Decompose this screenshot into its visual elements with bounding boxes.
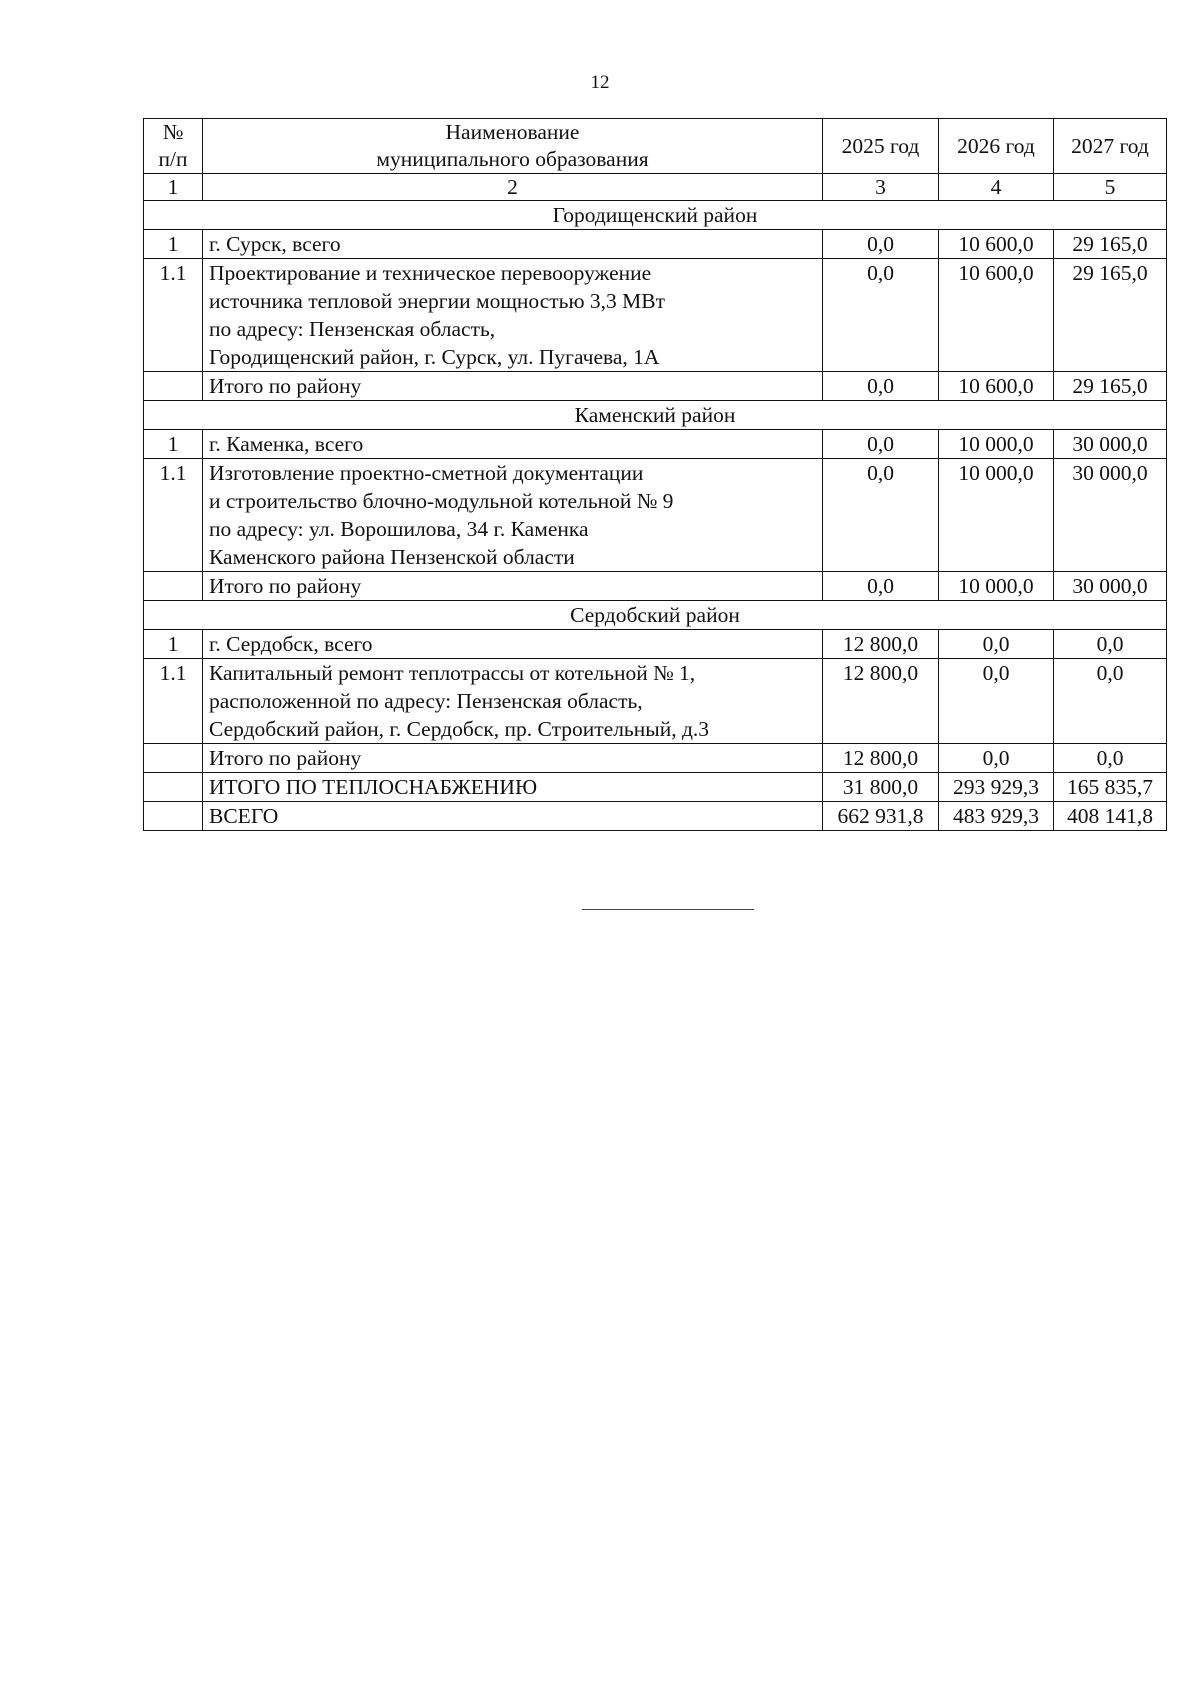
table-header-row (144, 119, 1167, 174)
header-num: № п/п (144, 119, 203, 174)
header-2027: 2027 год (1054, 119, 1167, 174)
row-number (144, 773, 203, 802)
value-2027: 0,0 (1054, 744, 1167, 773)
row-name: Итого по району (203, 572, 823, 601)
row-number: 1.1 (144, 459, 203, 572)
row-number (144, 744, 203, 773)
row-number (144, 572, 203, 601)
funding-table (143, 118, 1167, 831)
column-number: 5 (1054, 174, 1167, 201)
value-2025: 0,0 (823, 259, 939, 372)
row-name: г. Сурск, всего (203, 230, 823, 259)
table-row (144, 430, 1167, 459)
row-number: 1.1 (144, 259, 203, 372)
table-row (144, 259, 1167, 372)
value-2025: 0,0 (823, 459, 939, 572)
row-number: 1 (144, 430, 203, 459)
total-row (144, 773, 1167, 802)
value-2025: 12 800,0 (823, 744, 939, 773)
value-2025: 0,0 (823, 372, 939, 401)
row-name: Итого по району (203, 744, 823, 773)
row-name: Проектирование и техническое перевооружение источника тепловой энергии мощностью 3,3 МВт по адресу: Пензенская область, Городищенский район, г. Сурск, ул. Пугачева, 1А (203, 259, 823, 372)
row-name: ВСЕГО (203, 802, 823, 831)
column-number: 2 (203, 174, 823, 201)
value-2027: 29 165,0 (1054, 372, 1167, 401)
row-number: 1 (144, 230, 203, 259)
value-2026: 10 600,0 (939, 259, 1054, 372)
column-numbers-row (144, 174, 1167, 201)
value-2025: 12 800,0 (823, 630, 939, 659)
end-divider (582, 909, 754, 910)
row-number: 1.1 (144, 659, 203, 744)
value-2025: 0,0 (823, 230, 939, 259)
section-header-row (144, 401, 1167, 430)
row-number (144, 802, 203, 831)
value-2027: 29 165,0 (1054, 259, 1167, 372)
table-row (144, 230, 1167, 259)
row-name: Изготовление проектно-сметной документации и строительство блочно-модульной котельной № 9 по адресу: ул. Ворошилова, 34 г. Каменка Каменского района Пензенской области (203, 459, 823, 572)
value-2027: 0,0 (1054, 659, 1167, 744)
table-row (144, 744, 1167, 773)
header-2026: 2026 год (939, 119, 1054, 174)
section-header-row (144, 601, 1167, 630)
value-2025: 0,0 (823, 430, 939, 459)
value-2025: 0,0 (823, 572, 939, 601)
total-row (144, 802, 1167, 831)
row-number: 1 (144, 630, 203, 659)
value-2026: 0,0 (939, 744, 1054, 773)
value-2027: 30 000,0 (1054, 572, 1167, 601)
table-row (144, 459, 1167, 572)
value-2027: 30 000,0 (1054, 459, 1167, 572)
value-2026: 0,0 (939, 659, 1054, 744)
row-name: Капитальный ремонт теплотрассы от котельной № 1, расположенной по адресу: Пензенская область, Сердобский район, г. Сердобск, пр. Строительный, д.3 (203, 659, 823, 744)
value-2025: 12 800,0 (823, 659, 939, 744)
value-2025: 662 931,8 (823, 802, 939, 831)
table-row (144, 630, 1167, 659)
column-number: 4 (939, 174, 1054, 201)
value-2027: 408 141,8 (1054, 802, 1167, 831)
row-name: ИТОГО ПО ТЕПЛОСНАБЖЕНИЮ (203, 773, 823, 802)
column-number: 1 (144, 174, 203, 201)
value-2026: 10 600,0 (939, 230, 1054, 259)
value-2026: 10 000,0 (939, 430, 1054, 459)
value-2026: 293 929,3 (939, 773, 1054, 802)
value-2026: 0,0 (939, 630, 1054, 659)
table-row (144, 572, 1167, 601)
page-number: 12 (590, 72, 610, 93)
value-2026: 10 600,0 (939, 372, 1054, 401)
section-header-row (144, 201, 1167, 230)
value-2025: 31 800,0 (823, 773, 939, 802)
value-2027: 165 835,7 (1054, 773, 1167, 802)
column-number: 3 (823, 174, 939, 201)
value-2026: 10 000,0 (939, 459, 1054, 572)
row-name: г. Сердобск, всего (203, 630, 823, 659)
row-number (144, 372, 203, 401)
row-name: г. Каменка, всего (203, 430, 823, 459)
value-2026: 483 929,3 (939, 802, 1054, 831)
value-2027: 29 165,0 (1054, 230, 1167, 259)
value-2027: 0,0 (1054, 630, 1167, 659)
table-row (144, 659, 1167, 744)
value-2026: 10 000,0 (939, 572, 1054, 601)
section-title: Каменский район (144, 401, 1167, 430)
header-2025: 2025 год (823, 119, 939, 174)
header-name: Наименование муниципального образования (203, 119, 823, 174)
value-2027: 30 000,0 (1054, 430, 1167, 459)
row-name: Итого по району (203, 372, 823, 401)
section-title: Городищенский район (144, 201, 1167, 230)
table-row (144, 372, 1167, 401)
section-title: Сердобский район (144, 601, 1167, 630)
